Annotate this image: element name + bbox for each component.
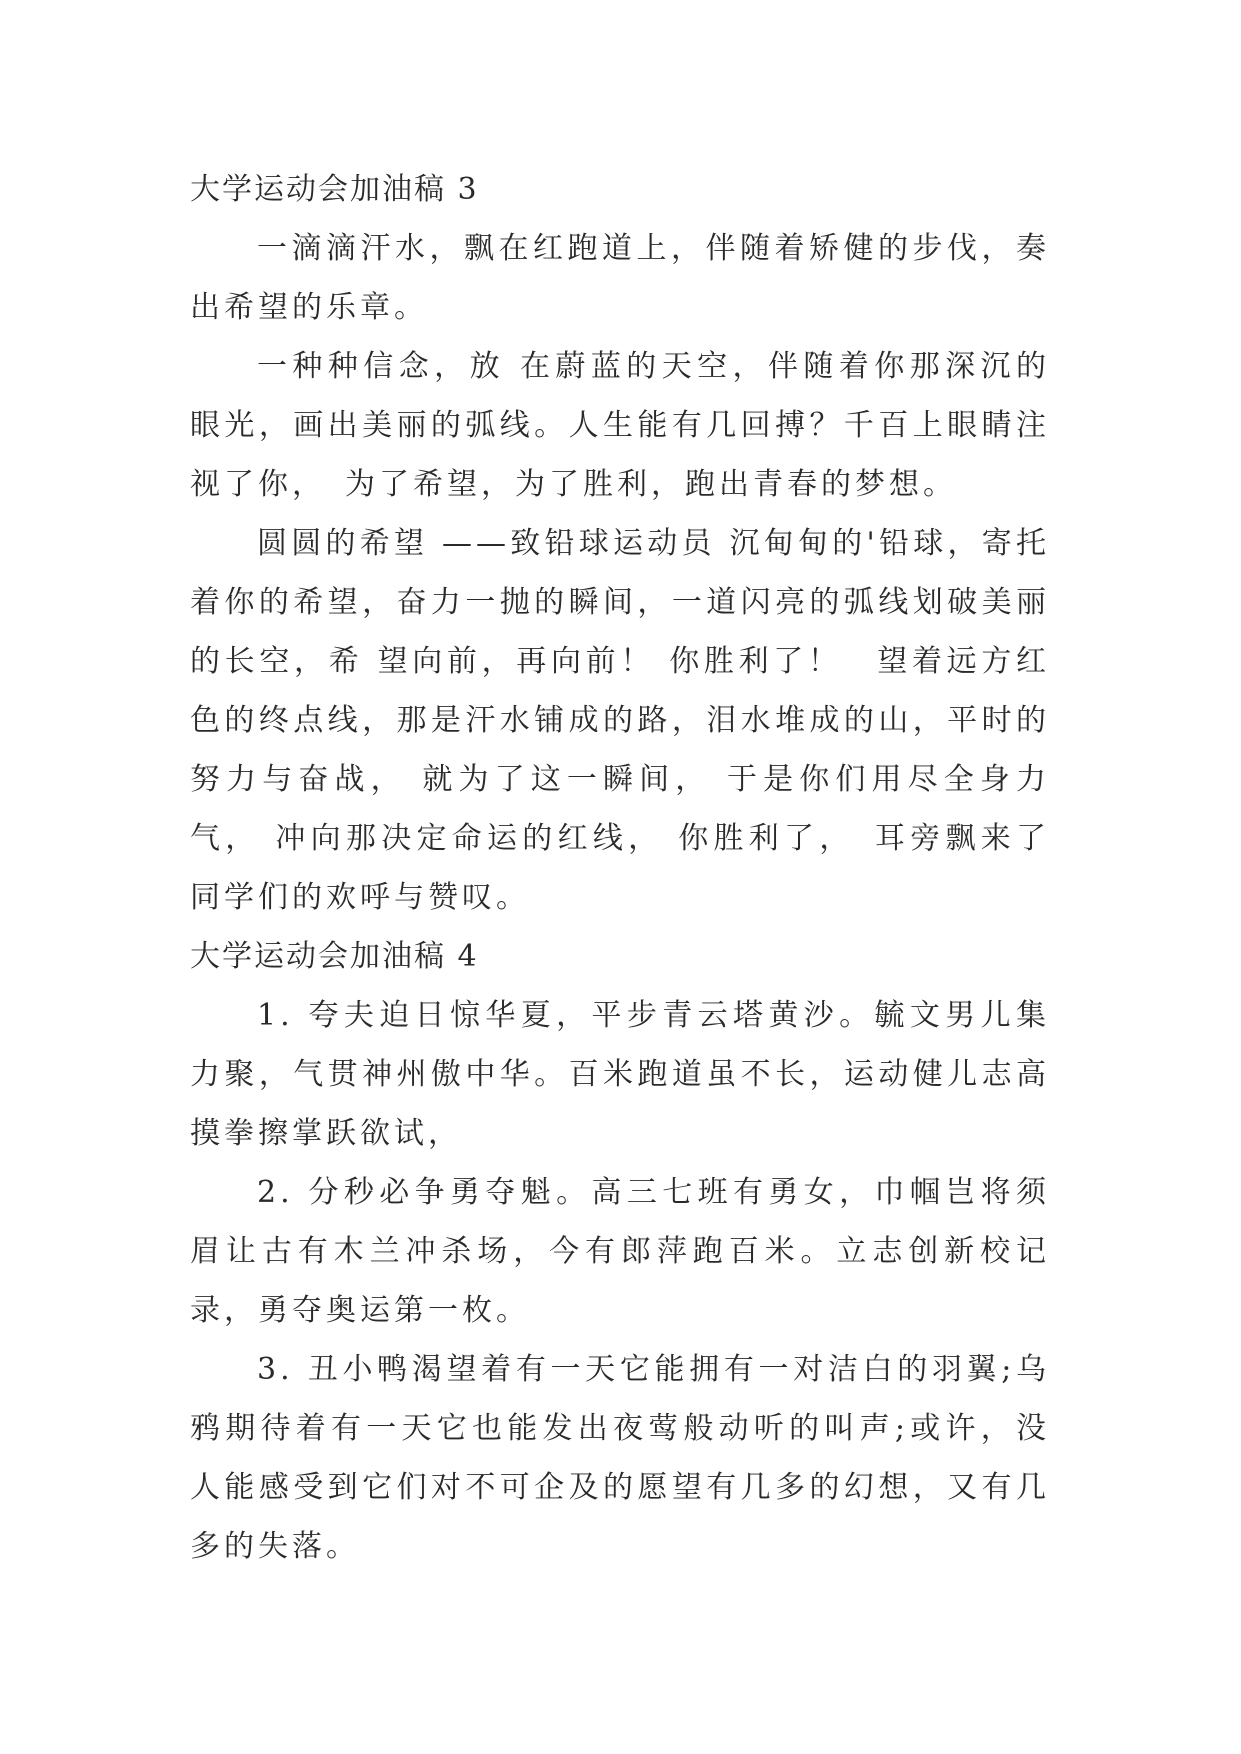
section-title-3: 大学运动会加油稿 3 xyxy=(190,172,479,207)
section-title-4: 大学运动会加油稿 4 xyxy=(190,939,479,974)
paragraph-shot-put: 圆圆的希望 ——致铅球运动员 沉甸甸的'铅球，寄托着你的希望，奋力一抛的瞬间，一道闪亮的弧线划破美丽的长空，希 望向前，再向前！ 你胜利了！ 望着远方红色的终点线，那是汗水铺成的路，泪水堆成的山，平时的努力与奋战， 就为了这一瞬间， 于是你们用尽全身力气， 冲向那决定命运的红线， 你胜利了， 耳旁飘来了同学们的欢呼与赞叹。 xyxy=(190,526,1050,915)
list-item-2: 2. 分秒必争勇夺魁。高三七班有勇女，巾帼岂将须眉让古有木兰冲杀场，今有郎萍跑百米。立志创新校记录，勇夺奥运第一枚。 xyxy=(190,1175,1050,1328)
paragraph-belief: 一种种信念，放 在蔚蓝的天空，伴随着你那深沉的眼光，画出美丽的弧线。人生能有几回搏？千百上眼睛注 视了你， 为了希望，为了胜利，跑出青春的梦想。 xyxy=(190,349,1050,502)
document-body xyxy=(190,160,1050,1576)
list-item-1: 1. 夸夫迫日惊华夏，平步青云塔黄沙。毓文男儿集力聚，气贯神州傲中华。百米跑道虽不长，运动健儿志高摸拳擦掌跃欲试， xyxy=(190,998,1050,1151)
list-item-3: 3. 丑小鸭渴望着有一天它能拥有一对洁白的羽翼;乌鸦期待着有一天它也能发出夜莺般动听的叫声;或许，没人能感受到它们对不可企及的愿望有几多的幻想，又有几多的失落。 xyxy=(190,1352,1050,1564)
paragraph-sweat: 一滴滴汗水，飘在红跑道上，伴随着矫健的步伐，奏出希望的乐章。 xyxy=(190,231,1050,325)
